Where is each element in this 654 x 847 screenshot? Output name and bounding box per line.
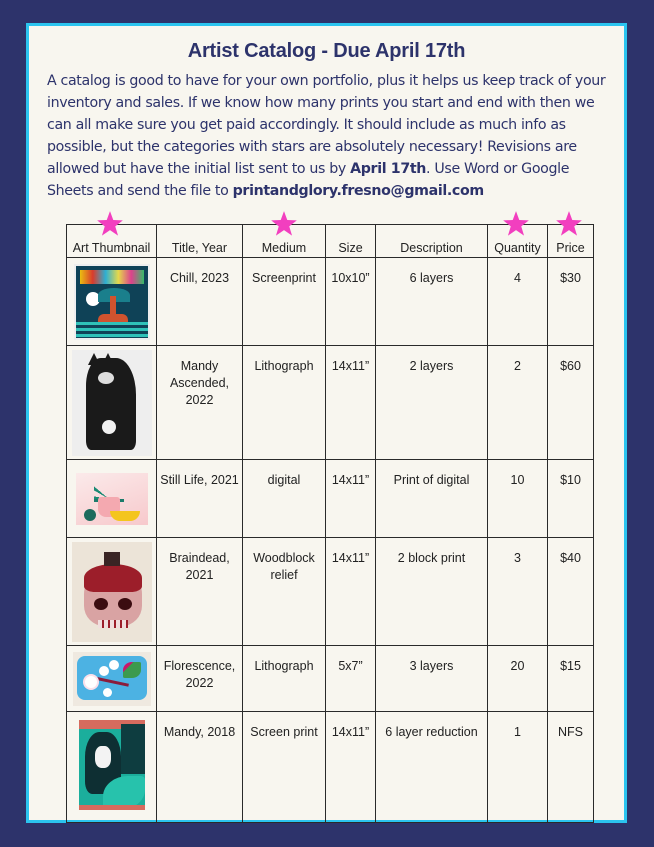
description-cell: 2 block print — [376, 538, 488, 646]
intro-text: A catalog is good to have for your own portfolio, plus it helps us keep track of your inventory and sales. If we know how many prints you start and end with then we can all make sure you get paid accordingly. It should include as much info as possible, but the categories with stars are absolutely necessary! Revisions are allowed but have the initial list sent to us by — [47, 73, 606, 177]
page-title: Artist Catalog - Due April 17th — [187, 40, 466, 62]
table-row — [67, 538, 594, 646]
price-cell: $60 — [548, 346, 594, 460]
size-cell: 10x10” — [326, 258, 376, 346]
required-star-icon — [270, 210, 296, 236]
required-star-icon — [555, 210, 581, 236]
quantity-cell: 3 — [488, 538, 548, 646]
size-cell: 14x11” — [326, 460, 376, 538]
contact-email[interactable]: printandglory.fresno@gmail.com — [232, 182, 484, 199]
title-year-cell: Mandy, 2018 — [157, 712, 243, 823]
description-cell: 2 layers — [376, 346, 488, 460]
medium-cell: Screen print — [243, 712, 326, 823]
deadline-highlight: April 17th — [350, 160, 427, 177]
table-row — [67, 346, 594, 460]
column-header-size: Size — [326, 225, 376, 258]
florescence-artwork-thumbnail[interactable] — [73, 652, 151, 706]
table-header-row — [67, 225, 594, 258]
title-year-cell: Still Life, 2021 — [157, 460, 243, 538]
required-star-icon — [96, 210, 122, 236]
thumbnail-cell — [67, 712, 157, 823]
quantity-cell: 1 — [488, 712, 548, 823]
chill-artwork-thumbnail[interactable] — [76, 266, 148, 338]
medium-cell: Woodblock relief — [243, 538, 326, 646]
title-year-cell: Mandy Ascended, 2022 — [157, 346, 243, 460]
quantity-cell: 10 — [488, 460, 548, 538]
medium-cell: Lithograph — [243, 346, 326, 460]
required-star-icon — [502, 210, 528, 236]
table-row — [67, 646, 594, 712]
mandy-2018-artwork-thumbnail[interactable] — [79, 720, 145, 810]
price-cell: $30 — [548, 258, 594, 346]
table-row — [67, 712, 594, 823]
price-cell: $10 — [548, 460, 594, 538]
table-row — [67, 460, 594, 538]
title-year-cell: Chill, 2023 — [157, 258, 243, 346]
size-cell: 14x11” — [326, 712, 376, 823]
thumbnail-cell — [67, 538, 157, 646]
size-cell: 14x11” — [326, 346, 376, 460]
description-cell: 3 layers — [376, 646, 488, 712]
braindead-artwork-thumbnail[interactable] — [72, 542, 152, 642]
column-header-title-year: Title, Year — [157, 225, 243, 258]
thumbnail-cell — [67, 258, 157, 346]
column-header-price: Price — [548, 225, 594, 258]
quantity-cell: 20 — [488, 646, 548, 712]
quantity-cell: 2 — [488, 346, 548, 460]
column-header-medium: Medium — [243, 225, 326, 258]
column-header-description: Description — [376, 225, 488, 258]
column-header-quantity: Quantity — [488, 225, 548, 258]
description-cell: Print of digital — [376, 460, 488, 538]
medium-cell: digital — [243, 460, 326, 538]
still-life-artwork-thumbnail[interactable] — [76, 473, 148, 525]
intro-paragraph — [47, 71, 612, 202]
description-cell: 6 layer reduction — [376, 712, 488, 823]
medium-cell: Lithograph — [243, 646, 326, 712]
size-cell: 5x7” — [326, 646, 376, 712]
catalog-table — [66, 224, 594, 823]
intro-text-continued: . Use Word or Google Sheets and send the file to — [47, 160, 570, 199]
thumbnail-cell — [67, 346, 157, 460]
mandy-ascended-artwork-thumbnail[interactable] — [72, 350, 152, 456]
size-cell: 14x11” — [326, 538, 376, 646]
price-cell: NFS — [548, 712, 594, 823]
title-year-cell: Braindead, 2021 — [157, 538, 243, 646]
thumbnail-cell — [67, 646, 157, 712]
title-year-cell: Florescence, 2022 — [157, 646, 243, 712]
catalog-panel — [26, 23, 627, 823]
price-cell: $15 — [548, 646, 594, 712]
description-cell: 6 layers — [376, 258, 488, 346]
table-row — [67, 258, 594, 346]
thumbnail-cell — [67, 460, 157, 538]
column-header-art-thumbnail: Art Thumbnail — [67, 225, 157, 258]
medium-cell: Screenprint — [243, 258, 326, 346]
quantity-cell: 4 — [488, 258, 548, 346]
price-cell: $40 — [548, 538, 594, 646]
